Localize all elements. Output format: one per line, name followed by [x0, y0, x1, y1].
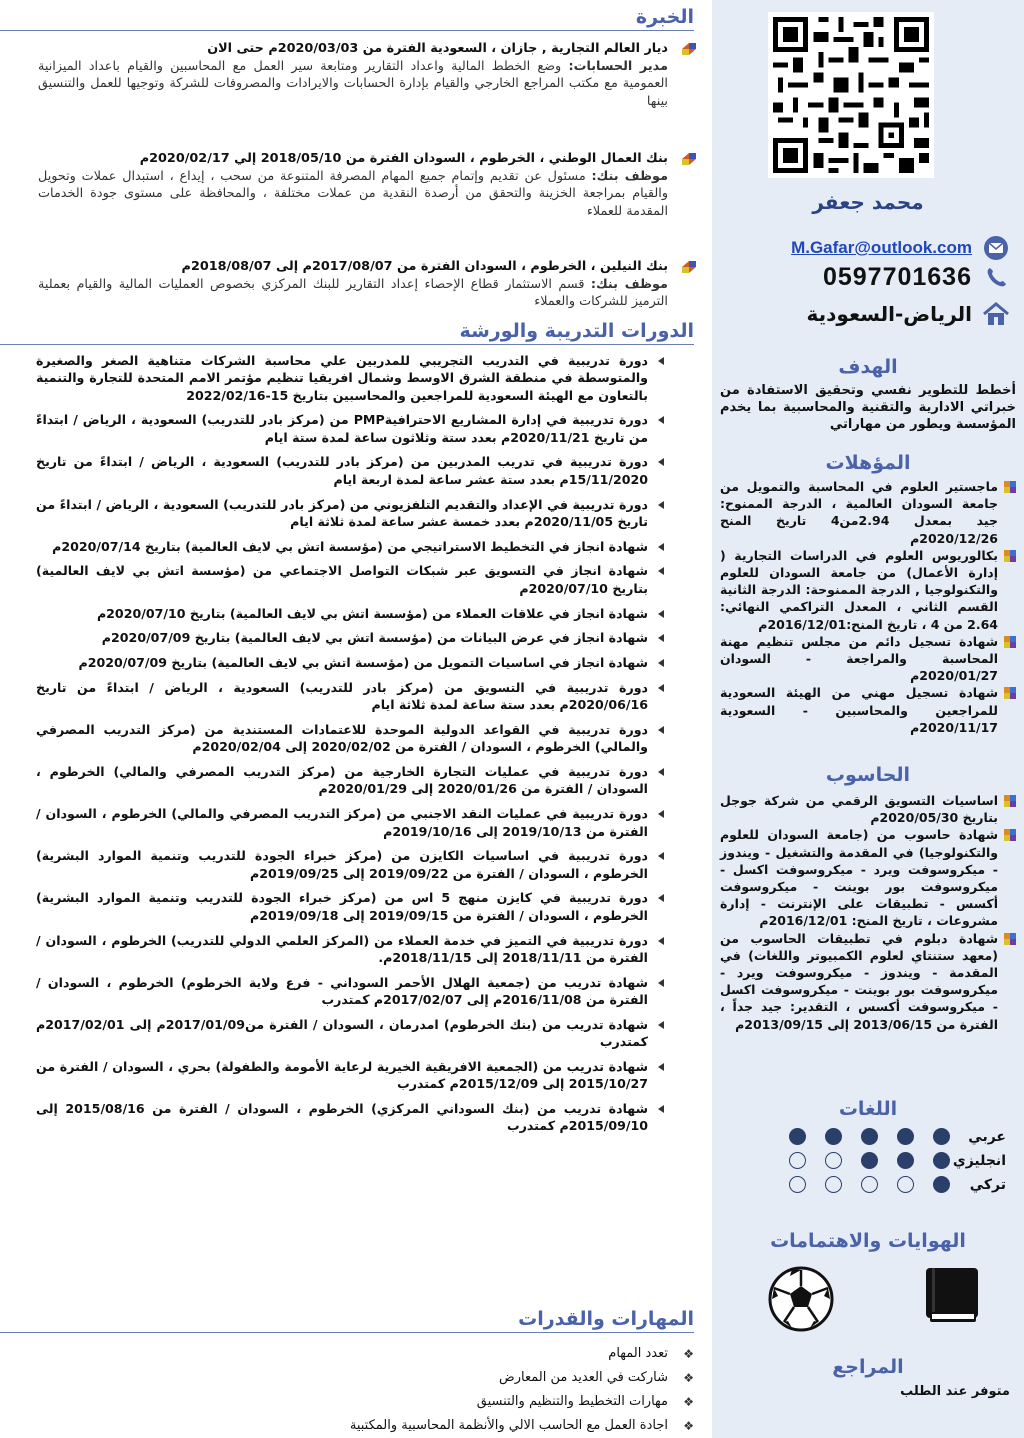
level-dot — [933, 1176, 950, 1193]
language-level — [789, 1176, 950, 1193]
email-link[interactable]: M.Gafar@outlook.com — [791, 238, 972, 257]
bullet-icon — [1004, 829, 1016, 841]
sidebar — [712, 0, 1024, 1438]
level-dot — [825, 1128, 842, 1145]
computer-list — [720, 792, 1016, 1033]
bullet-icon — [682, 43, 696, 55]
language-name: تركي — [969, 1176, 1006, 1193]
course-item: دورة تدريبية في كايزن منهج 5 اس من (مركز خبراء الجودة للتدريب وتنمية الموارد البشرية) الخرطوم ، السودان / الفترة من 2019/09/15 إلى 2019/09/18م — [36, 890, 648, 923]
course-item: دورة تدريبية في التدريب التجريبي للمدربين علي محاسبة الشركات متناهية الصغر والصغيرة والمتوسطة في منطقة الشرق الاوسط وشمال افريقيا تنظيم مؤتمر الامم المتحدة للتجارة والتنمية بالتعاون مع الهيئة السعودية للمراجعين والمحاسبين بتاريخ 15-2022/02/16 — [36, 353, 648, 403]
level-dot — [789, 1176, 806, 1193]
course-item: دورة تدريبية في عمليات النقد الاجنبي من (مركز التدريب المصرفي والمالي) الخرطوم ، السودان / الفترة من 2019/10/13 إلى 2019/10/16م — [36, 806, 648, 839]
bullet-icon — [1004, 795, 1016, 807]
courses-list — [36, 352, 648, 1142]
course-item: دورة تدريبية في إدارة المشاريع الاحترافيةPMP من (مركز بادر للتدريب) السعودية ، الرياض / ابتداءً من تاريخ 2020/11/21م بعدد ستة وثلاثون ساعة لمدة ستة ايام — [36, 412, 648, 445]
computer-title: الحاسوب — [825, 764, 911, 786]
experience-title: الخبرة — [0, 6, 694, 31]
language-row — [789, 1128, 1006, 1145]
course-item: دورة تدريبية في تدريب المدربين من (مركز بادر للتدريب) السعودية ، الرياض / ابتداءً من تاريخ 15/11/2020م بعدد ستة عشر ساعة لمدة اربعة ايام — [36, 454, 648, 487]
language-name: عربي — [968, 1128, 1006, 1145]
location-text: الرياض-السعودية — [806, 302, 972, 326]
language-level — [789, 1152, 950, 1169]
phone-number[interactable]: 0597701636 — [822, 263, 972, 291]
experience-item — [38, 40, 668, 110]
experience-role: موظف بنك: — [591, 168, 668, 184]
person-name: محمد جعفر — [812, 190, 924, 214]
skill-item: ❖ مهارات التخطيط والتنظيم والتنسيق — [36, 1390, 668, 1414]
phone-icon — [982, 264, 1010, 292]
level-dot — [861, 1128, 878, 1145]
languages-title: اللغات — [838, 1098, 898, 1120]
course-item: شهادة انجاز في اساسيات التمويل من (مؤسسة اتش بي لايف العالمية) بتاريخ 2020/07/09م — [36, 654, 648, 671]
computer-item: اساسيات التسويق الرقمي من شركة جوجل بتاريخ 2020/05/30م — [720, 792, 1016, 826]
experience-desc: وضع الخطط المالية واعداد التقارير ومتابعة سير العمل مع المحاسبين والقيام باعداد الميزانية العمومية مع مكتب المراجع الخارجي والقيام بإدارة الحسابات والايرادات والمصروفات للشركة وتوجيها للعمل والتنسيق بينها — [38, 58, 668, 109]
experience-heading: بنك العمال الوطني ، الخرطوم ، السودان الفترة من 2018/05/10 إلي 2020/02/17م — [139, 151, 668, 166]
qualifications-list — [720, 478, 1016, 736]
course-item: دورة تدريبية في التميز في خدمة العملاء من (المركز العلمي الدولي للتدريب) الخرطوم ، السودان / الفترة من 2018/11/11 إلى 2018/11/15م. — [36, 932, 648, 965]
language-name: انجليزي — [952, 1152, 1006, 1169]
football-icon — [768, 1266, 834, 1336]
course-item: دورة تدريبية في القواعد الدولية الموحدة للاعتمادات المستندية من (مركز التدريب المصرفي والمالي) الخرطوم ، السودان / الفترة من 2020/02/02 إلى 2020/02/04م — [36, 722, 648, 755]
course-item: دورة تدريبية في اساسيات الكايزن من (مركز خبراء الجودة للتدريب وتنمية الموارد البشرية) الخرطوم ، السودان / الفترة من 2019/09/22 إلى 2019/09/25م — [36, 848, 648, 881]
bullet-icon — [1004, 687, 1016, 699]
experience-desc: مسئول عن تقديم وإتمام جميع المهام المصرفة المتنوعة من سحب ، إيداع ، استبدال عملات وتحويل والقيام بمراجعة الخزينة والتحقق من أرصدة النقدية من عملات مختلفة ، والمحافظة على مستوى جودة الخدمات المقدمة للعملاء — [38, 168, 668, 219]
level-dot — [825, 1176, 842, 1193]
course-item: شهادة تدريب من (بنك الخرطوم) امدرمان ، السودان / الفترة من2017/01/09م إلى 2017/02/01م كمتدرب — [36, 1016, 648, 1049]
qualifications-title: المؤهلات — [825, 452, 911, 474]
email-icon — [982, 234, 1010, 262]
experience-role: مدير الحسابات: — [568, 58, 668, 74]
references-title: المراجع — [832, 1356, 904, 1378]
language-level — [789, 1128, 950, 1145]
email-row — [791, 234, 1010, 262]
course-item: شهادة تدريب من (الجمعية الافريقية الخيرية لرعاية الأمومة والطفولة) بحري ، السودان / الفترة من 2015/10/27 إلى 2015/12/09م كمتدرب — [36, 1058, 648, 1092]
location-row — [807, 300, 1010, 328]
level-dot — [897, 1152, 914, 1169]
language-row — [789, 1176, 1006, 1193]
language-row — [789, 1152, 1006, 1169]
level-dot — [861, 1176, 878, 1193]
phone-row — [823, 263, 1010, 292]
level-dot — [825, 1152, 842, 1169]
experience-role: موظف بنك: — [590, 276, 668, 292]
references-text: متوفر عند الطلب — [900, 1384, 1010, 1399]
level-dot — [897, 1128, 914, 1145]
experience-heading: بنك النيلين ، الخرطوم ، السودان الفترة من 2017/08/07م إلى 2018/08/07م — [181, 259, 668, 274]
bullet-icon — [1004, 481, 1016, 493]
experience-heading: ديار العالم التجارية , جازان ، السعودية الفترة من 2020/03/03م حتى الان — [207, 41, 668, 56]
course-item: شهادة انجاز في التخطيط الاستراتيجي من (مؤسسة اتش بي لايف العالمية) بتاريخ 2020/07/14م — [36, 538, 648, 555]
course-item: شهادة انجاز في عرض البيانات من (مؤسسة اتش بي لايف العالمية) بتاريخ 2020/07/09م — [36, 629, 648, 646]
level-dot — [933, 1152, 950, 1169]
hobbies-title: الهوايات والاهتمامات — [770, 1230, 966, 1252]
course-item: شهادة انجاز في التسويق عبر شبكات التواصل الاجتماعي من (مؤسسة اتش بي لايف العالمية) بتاريخ 2020/07/10م — [36, 563, 648, 596]
level-dot — [897, 1176, 914, 1193]
bullet-icon — [1004, 636, 1016, 648]
book-icon — [920, 1266, 984, 1332]
course-item: دورة تدريبية في عمليات التجارة الخارجية من (مركز التدريب المصرفي والمالي) الخرطوم ، السودان / الفترة من 2020/01/26 إلى 2020/01/29م — [36, 764, 648, 797]
goal-text: أخطط للتطوير نفسي وتحقيق الاستفادة من خبراتي الادارية والتقنية والمحاسبية بما يخدم المؤسسة ويطور من مهاراتي — [720, 383, 1016, 433]
qualification-item: شهادة تسجيل دائم من مجلس تنظيم مهنة المحاسبة والمراجعة - السودان 2020/01/27م — [720, 633, 1016, 685]
course-item: شهادة تدريب من (جمعية الهلال الأحمر السوداني - فرع ولاية الخرطوم) الخرطوم ، السودان / الفترة من 2016/11/08م إلى 2017/02/07م كمتدرب — [36, 974, 648, 1007]
qualification-item: شهادة تسجيل مهني من الهيئة السعودية للمراجعين والمحاسبين - السعودية 2020/11/17م — [720, 684, 1016, 736]
skill-item: ❖ اجادة العمل مع الحاسب الالي والأنظمة المحاسبية والمكتبية — [36, 1414, 668, 1438]
goal-title: الهدف — [838, 356, 898, 378]
bullet-icon — [682, 261, 696, 273]
home-icon — [982, 300, 1010, 328]
experience-item — [38, 150, 668, 220]
skills-list — [36, 1342, 668, 1438]
courses-title: الدورات التدريبة والورشة — [0, 320, 694, 345]
course-item: شهادة انجاز في علاقات العملاء من (مؤسسة اتش بي لايف العالمية) بتاريخ 2020/07/10م — [36, 605, 648, 622]
computer-item: شهادة دبلوم في تطبيقات الحاسوب من (معهد ستنتاي لعلوم الكمبيوتر واللغات) في المقدمة - ويندوز - ميكروسوفت ويرد - ميكروسوفت بور بوينت - ميكروسوفت اكسل - ميكروسوفت أكسس ، التقدير: جيد جداً ، الفترة من 2013/06/15 إلى 2013/09/15م — [720, 930, 1016, 1033]
skill-item: ❖ شاركت في العديد من المعارض — [36, 1366, 668, 1390]
experience-item — [38, 258, 668, 311]
skill-item: ❖ تعدد المهام — [36, 1342, 668, 1366]
level-dot — [861, 1152, 878, 1169]
qualification-item: ماجستير العلوم في المحاسبة والتمويل من جامعة السودان العالمية ، الدرجة الممنوح: جيد بمعدل 2.94من4 تاريخ المنح 2020/12/26م — [720, 478, 1016, 547]
course-item: دورة تدريبية في التسويق من (مركز بادر للتدريب) السعودية ، الرياض / ابتداءً من تاريخ 2020/06/16م بعدد ستة ساعة لمدة ثلاثة ايام — [36, 679, 648, 713]
qr-code — [768, 12, 934, 178]
bullet-icon — [1004, 933, 1016, 945]
skills-title: المهارات والقدرات — [0, 1308, 694, 1333]
course-item: دورة تدريبية في الإعداد والتقديم التلفزيوني من (مركز بادر للتدريب) السعودية ، الرياض / ابتداءً من تاريخ 2020/11/05م بعدد خمسة عشر ساعة لمدة ثلاثة ايام — [36, 496, 648, 529]
course-item: شهادة تدريب من (بنك السوداني المركزي) الخرطوم ، السودان / الفترة من 2015/08/16 إلى 2015/09/10م كمتدرب — [36, 1100, 648, 1134]
bullet-icon — [1004, 550, 1016, 562]
bullet-icon — [682, 153, 696, 165]
level-dot — [933, 1128, 950, 1145]
level-dot — [789, 1128, 806, 1145]
level-dot — [789, 1152, 806, 1169]
experience-desc: قسم الاستثمار قطاع الإحصاء إعداد التقارير للبنك المركزي بخصوص العمليات المالية والقيام بعملية الترميز للشركات والعملاء — [38, 276, 668, 309]
qualification-item: بكالوريوس العلوم في الدراسات التجارية ( إدارة الأعمال) من جامعة السودان للعلوم والتكنولوجيا , الدرجة الممنوحة: الدرجة الثانية القسم الثاني ، المعدل التراكمي النهائي: 2.64 من 4 ، تاريخ المنح:2016/12/01م — [720, 547, 1016, 633]
computer-item: شهادة حاسوب من (جامعة السودان للعلوم والتكنولوجيا) في المقدمة والتشغيل - ويندوز - ميكروسوفت ويرد - ميكروسوفت اكسل - ميكروسوفت بور بوينت - ميكروسوفت أكسس - تطبيقات على الإنترنت - إدارة مشروعات ، تاريخ المنح: 2016/12/01م — [720, 826, 1016, 929]
